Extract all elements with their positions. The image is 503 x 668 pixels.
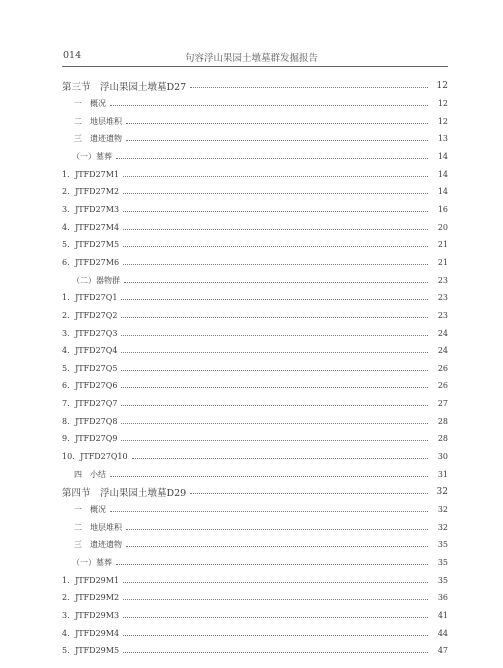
toc-entry-title: 1．JTFD27M1 xyxy=(62,169,120,179)
toc-entry-page: 31 xyxy=(437,469,448,479)
toc-leader-dots xyxy=(123,246,428,247)
toc-entry-title: 9．JTFD27Q9 xyxy=(62,434,118,444)
running-title: 句容浮山果园土墩墓群发掘报告 xyxy=(184,53,318,64)
toc-entry-page: 35 xyxy=(437,558,448,568)
toc-entry[interactable] xyxy=(62,589,448,607)
toc-entry-page: 14 xyxy=(437,187,448,197)
page-number: 014 xyxy=(63,50,82,61)
toc-leader-dots xyxy=(126,140,428,141)
toc-entry-page: 35 xyxy=(437,540,448,550)
toc-entry-title: （一）墓葬 xyxy=(72,558,112,568)
toc-entry-title: （二）器物群 xyxy=(72,275,120,285)
page-header xyxy=(0,50,503,64)
toc-entry[interactable] xyxy=(62,324,448,342)
toc-section-entry[interactable] xyxy=(62,483,448,501)
toc-entry[interactable] xyxy=(62,112,448,130)
toc-entry[interactable] xyxy=(62,236,448,254)
toc-entry-page: 32 xyxy=(436,486,448,497)
toc-entry-page: 44 xyxy=(437,628,448,638)
toc-entry-title: 7．JTFD27Q7 xyxy=(62,399,118,409)
toc-leader-dots xyxy=(121,370,428,371)
toc-entry[interactable] xyxy=(62,571,448,589)
toc-entry[interactable] xyxy=(62,536,448,554)
toc-entry[interactable] xyxy=(62,254,448,272)
toc-entry[interactable] xyxy=(62,148,448,166)
toc-entry-page: 21 xyxy=(437,257,448,267)
toc-leader-dots xyxy=(132,458,428,459)
toc-entry-title: 8．JTFD27Q8 xyxy=(62,416,118,426)
toc-leader-dots xyxy=(121,440,428,441)
toc-entry-title: 3．JTFD29M3 xyxy=(62,611,120,621)
toc-entry-title: 1．JTFD29M1 xyxy=(62,575,120,585)
toc-leader-dots xyxy=(126,123,428,124)
toc-entry-title: 1．JTFD27Q1 xyxy=(62,293,118,303)
toc-entry[interactable] xyxy=(62,554,448,572)
toc-entry[interactable] xyxy=(62,95,448,113)
toc-leader-dots xyxy=(126,546,428,547)
toc-entry-title: 10．JTFD27Q10 xyxy=(62,452,128,462)
toc-entry[interactable] xyxy=(62,183,448,201)
toc-entry-title: 2．JTFD27M2 xyxy=(62,187,120,197)
toc-entry-page: 12 xyxy=(437,116,448,126)
toc-entry-page: 20 xyxy=(437,222,448,232)
toc-entry[interactable] xyxy=(62,642,448,660)
toc-leader-dots xyxy=(190,493,428,494)
toc-leader-dots xyxy=(110,511,428,512)
toc-entry-page: 28 xyxy=(437,434,448,444)
toc-entry-title: 二 地层堆积 xyxy=(74,522,122,532)
toc-section-entry[interactable] xyxy=(62,77,448,95)
toc-entry[interactable] xyxy=(62,501,448,519)
toc-entry[interactable] xyxy=(62,430,448,448)
toc-entry[interactable] xyxy=(62,448,448,466)
toc-leader-dots xyxy=(123,652,428,653)
toc-leader-dots xyxy=(121,317,428,318)
toc-entry[interactable] xyxy=(62,289,448,307)
toc-leader-dots xyxy=(110,476,428,477)
toc-entry[interactable] xyxy=(62,395,448,413)
toc-entry[interactable] xyxy=(62,518,448,536)
toc-leader-dots xyxy=(121,299,428,300)
toc-leader-dots xyxy=(116,158,428,159)
toc-entry-title: 5．JTFD29M5 xyxy=(62,646,120,656)
toc-entry-page: 32 xyxy=(437,522,448,532)
toc-leader-dots xyxy=(124,282,428,283)
toc-entry-title: （一）墓葬 xyxy=(72,151,112,161)
toc-entry-title: 6．JTFD27M6 xyxy=(62,257,120,267)
toc-entry-title: 4．JTFD29M4 xyxy=(62,628,120,638)
toc-entry-title: 第四节 浮山果园土墩墓D29 xyxy=(62,487,187,499)
toc-leader-dots xyxy=(123,193,428,194)
toc-leader-dots xyxy=(110,105,428,106)
toc-entry-page: 41 xyxy=(437,611,448,621)
header-rule xyxy=(62,66,448,67)
toc-entry-page: 28 xyxy=(437,416,448,426)
toc-entry-title: 第三节 浮山果园土墩墓D27 xyxy=(62,81,187,93)
toc-entry-title: 3．JTFD27M3 xyxy=(62,204,120,214)
toc-entry-page: 23 xyxy=(437,275,448,285)
toc-leader-dots xyxy=(126,529,428,530)
toc-entry-title: 6．JTFD27Q6 xyxy=(62,381,118,391)
toc-leader-dots xyxy=(121,405,428,406)
toc-entry-title: 2．JTFD27Q2 xyxy=(62,310,118,320)
toc-leader-dots xyxy=(121,352,428,353)
toc-entry-title: 三 遗迹遗物 xyxy=(74,540,122,550)
toc-leader-dots xyxy=(121,335,428,336)
toc-entry-page: 16 xyxy=(437,204,448,214)
toc-entry-page: 32 xyxy=(437,505,448,515)
toc-entry-title: 5．JTFD27M5 xyxy=(62,240,120,250)
toc-entry-title: 一 概况 xyxy=(74,98,106,108)
toc-entry-title: 4．JTFD27M4 xyxy=(62,222,120,232)
toc-leader-dots xyxy=(123,229,428,230)
toc-entry-page: 13 xyxy=(437,134,448,144)
toc-entry-title: 一 概况 xyxy=(74,505,106,515)
toc-leader-dots xyxy=(190,87,428,88)
toc-leader-dots xyxy=(123,617,428,618)
toc-entry[interactable] xyxy=(62,412,448,430)
toc-entry-title: 四 小结 xyxy=(74,469,106,479)
toc-entry[interactable] xyxy=(62,271,448,289)
toc-entry-page: 12 xyxy=(436,80,448,91)
toc-entry-page: 24 xyxy=(437,346,448,356)
toc-leader-dots xyxy=(123,635,428,636)
toc-entry-page: 23 xyxy=(437,293,448,303)
toc-leader-dots xyxy=(121,387,428,388)
toc-entry-page: 26 xyxy=(437,381,448,391)
toc-entry-page: 14 xyxy=(437,151,448,161)
toc-entry-page: 35 xyxy=(437,575,448,585)
toc-entry-title: 4．JTFD27Q4 xyxy=(62,346,118,356)
toc-leader-dots xyxy=(123,599,428,600)
toc-entry[interactable] xyxy=(62,465,448,483)
toc-entry-page: 47 xyxy=(437,646,448,656)
toc-entry[interactable] xyxy=(62,130,448,148)
toc-entry[interactable] xyxy=(62,377,448,395)
toc-entry[interactable] xyxy=(62,165,448,183)
toc-entry-page: 36 xyxy=(437,593,448,603)
toc-entry-page: 14 xyxy=(437,169,448,179)
toc-leader-dots xyxy=(116,564,428,565)
toc-entry-title: 三 遗迹遗物 xyxy=(74,134,122,144)
toc-entry-title: 3．JTFD27Q3 xyxy=(62,328,118,338)
table-of-contents xyxy=(62,77,448,660)
toc-entry[interactable] xyxy=(62,607,448,625)
toc-entry[interactable] xyxy=(62,360,448,378)
toc-entry-title: 5．JTFD27Q5 xyxy=(62,363,118,373)
toc-leader-dots xyxy=(123,582,428,583)
toc-entry[interactable] xyxy=(62,307,448,325)
toc-entry-page: 27 xyxy=(437,399,448,409)
toc-leader-dots xyxy=(123,264,428,265)
toc-entry-page: 30 xyxy=(437,452,448,462)
toc-entry-page: 23 xyxy=(437,310,448,320)
toc-entry[interactable] xyxy=(62,624,448,642)
toc-leader-dots xyxy=(123,176,428,177)
toc-entry-page: 26 xyxy=(437,363,448,373)
toc-entry[interactable] xyxy=(62,218,448,236)
toc-leader-dots xyxy=(123,211,428,212)
toc-entry-title: 2．JTFD29M2 xyxy=(62,593,120,603)
toc-entry[interactable] xyxy=(62,342,448,360)
toc-entry-page: 21 xyxy=(437,240,448,250)
toc-leader-dots xyxy=(121,423,428,424)
toc-entry-page: 24 xyxy=(437,328,448,338)
toc-entry[interactable] xyxy=(62,201,448,219)
toc-entry-title: 二 地层堆积 xyxy=(74,116,122,126)
toc-entry-page: 12 xyxy=(437,98,448,108)
